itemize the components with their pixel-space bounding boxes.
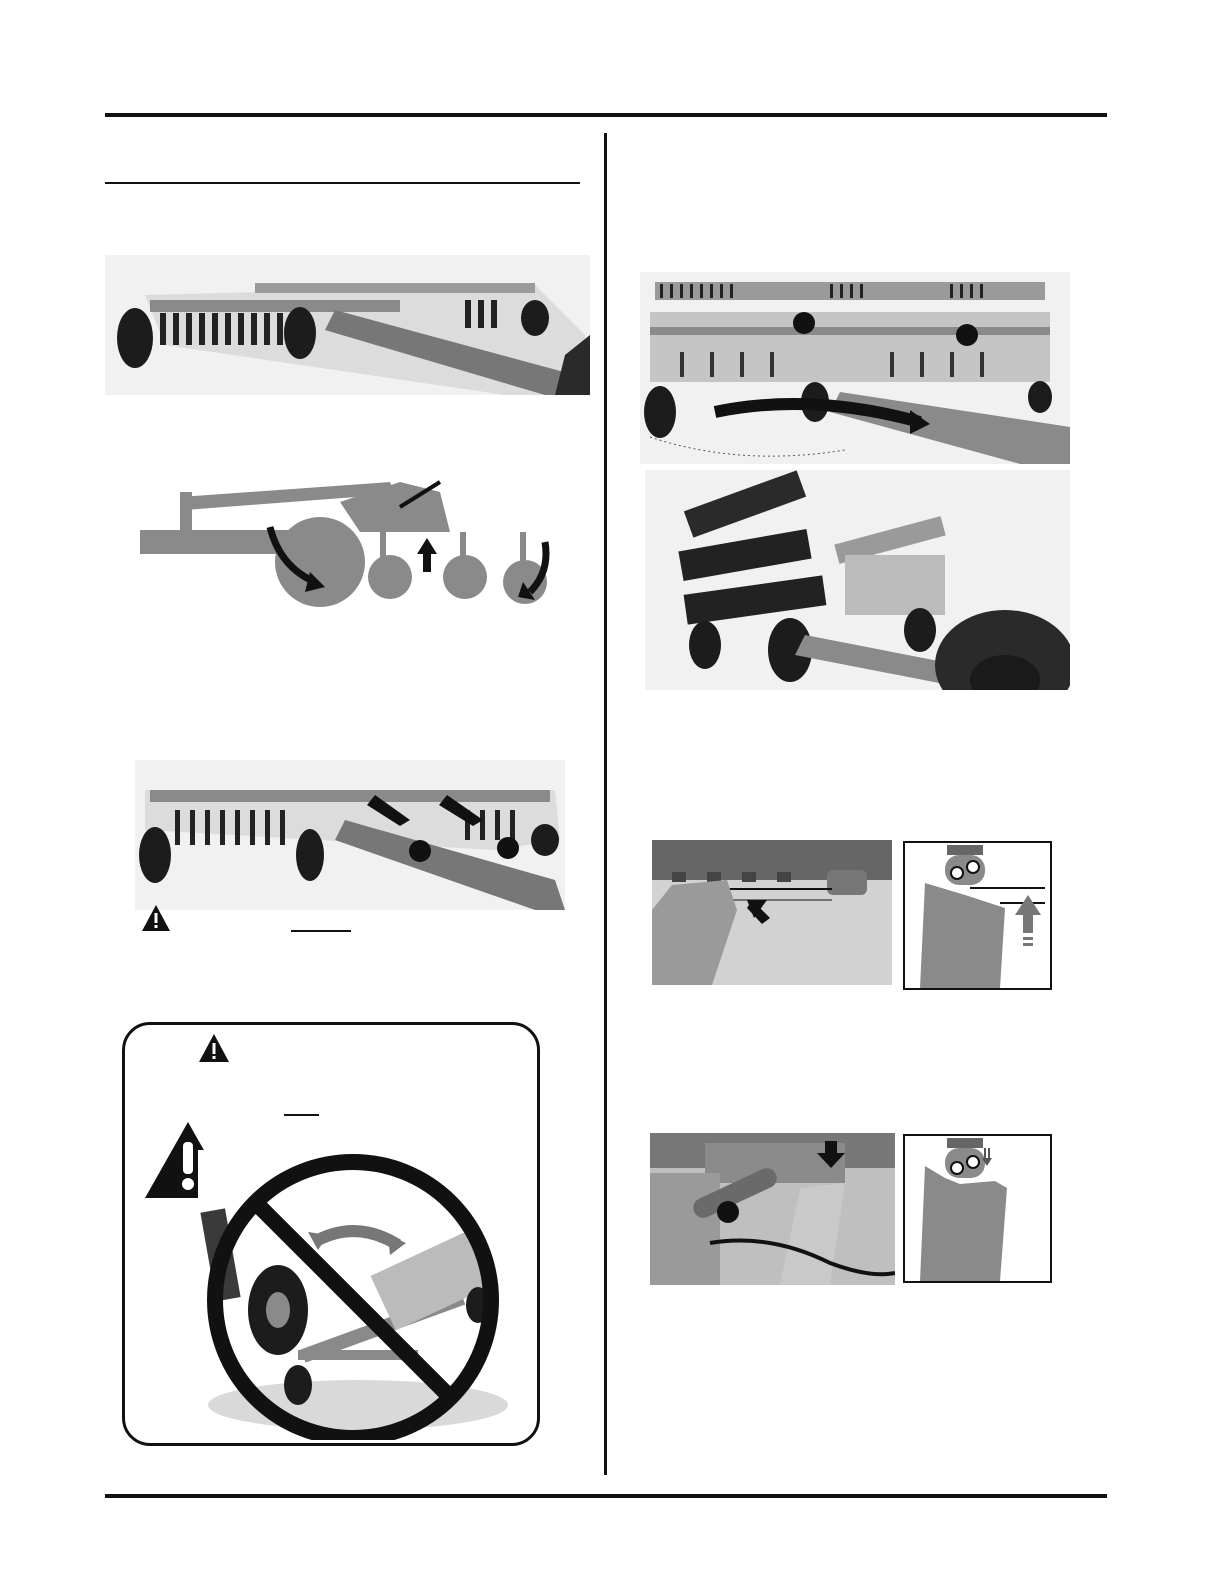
callout-circle-icon: [956, 324, 978, 346]
header-rule: [105, 113, 1107, 117]
footer-rule: [105, 1494, 1107, 1498]
underline-mark: [284, 1114, 319, 1116]
fold-mechanism-side-diagram: [140, 472, 550, 620]
callout-circle-icon: [409, 840, 431, 862]
warning-triangle-icon: [198, 1033, 230, 1063]
warning-triangle-icon: [141, 904, 171, 932]
harrow-fold-arrows-photo: [135, 760, 565, 910]
underline-mark: [291, 930, 351, 932]
disc-harrow-transport-photo: [105, 255, 590, 395]
column-divider: [604, 133, 607, 1475]
warning-box-tipping-illustration: [198, 1150, 508, 1440]
section-rule: [105, 182, 580, 184]
lock-latch-detail-photo-2: [650, 1133, 895, 1285]
harrow-folded-rear-photo: [645, 470, 1070, 690]
callout-circle-icon: [793, 312, 815, 334]
lock-latch-detail-diagram-2: [903, 1134, 1052, 1283]
callout-circle-icon: [497, 837, 519, 859]
callout-circle-icon: [717, 1201, 739, 1223]
harrow-folding-wings-photo: [640, 272, 1070, 464]
lock-latch-detail-diagram-1: [903, 841, 1052, 990]
lock-latch-detail-photo-1: [652, 840, 892, 985]
